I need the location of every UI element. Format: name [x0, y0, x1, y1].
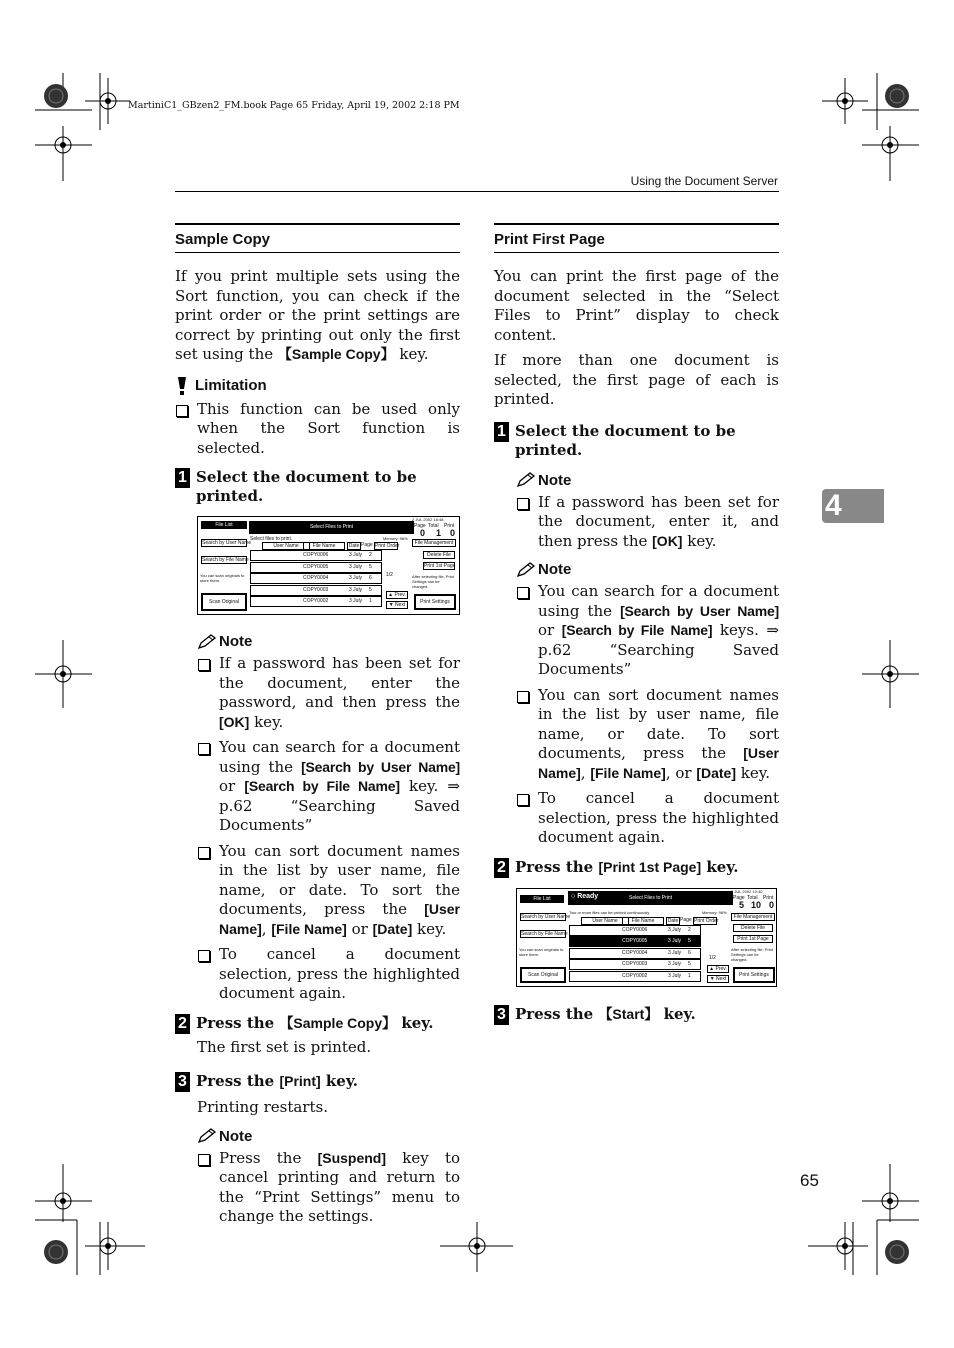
- chapter-tab: 4: [822, 489, 884, 523]
- scan-original-button[interactable]: Scan Original: [201, 593, 247, 611]
- step-3: 3 Press the [Print] key.: [175, 1072, 460, 1092]
- note-item: Press the [Suspend] key to cancel printing and return to the “Print Settings” menu to change the settings.: [197, 1149, 460, 1227]
- step-number-1: 1: [175, 468, 190, 488]
- screen-title: Select Files to Print: [249, 521, 414, 534]
- note-list-2: [516, 582, 779, 848]
- note-heading-1: Note: [494, 472, 779, 489]
- prev-button[interactable]: ▲ Prev.: [386, 591, 408, 599]
- table-row[interactable]: COPY0006 3 July 2: [569, 925, 701, 936]
- screen-title: Select Files to Print: [629, 894, 673, 901]
- search-by-file-name-button[interactable]: Search by File Name: [202, 557, 249, 563]
- step-3-result: Printing restarts.: [197, 1097, 328, 1116]
- note-list-2: [197, 1149, 460, 1227]
- limitation-list: [175, 400, 460, 459]
- pencil-icon: [516, 562, 536, 578]
- step-2: 2 Press the [Print 1st Page] key.: [494, 858, 779, 878]
- ready-status: ○ Ready: [571, 892, 599, 900]
- next-button[interactable]: ▼ Next: [386, 601, 408, 609]
- pencil-icon: [197, 634, 217, 650]
- running-header: Using the Document Server: [630, 174, 778, 188]
- table-row[interactable]: COPY0006 3 July 2: [250, 550, 382, 561]
- note-list-1: [197, 654, 460, 1004]
- section-title-print-first-page: Print First Page: [494, 223, 779, 253]
- file-name-sort-button[interactable]: File Name: [303, 542, 345, 550]
- note-item: You can search for a document using the [Search by User Name] or [Search by File Name] key. ⇒ p.62 “Searching Saved Documents”: [197, 738, 460, 836]
- limitation-icon: [175, 376, 189, 396]
- file-list-tab: File List: [201, 521, 247, 529]
- limitation-heading: Limitation: [175, 376, 460, 396]
- step-1: 1 Select the document to be printed.: [175, 468, 460, 506]
- note-item: You can sort document names in the list by user name, file name, or date. To sort documents, press the [User Name], [File Name], or [Date] key.: [516, 686, 779, 784]
- file-list-tab: File List: [520, 895, 564, 903]
- table-row[interactable]: COPY0002 3 July 1: [250, 596, 382, 607]
- table-row[interactable]: COPY0003 3 July 5: [250, 585, 382, 596]
- note-item: To cancel a document selection, press the highlighted document again.: [516, 789, 779, 848]
- note-item: If a password has been set for the document, enter it, and then press the [OK] key.: [516, 493, 779, 552]
- section-title-sample-copy: Sample Copy: [175, 223, 460, 253]
- right-column: [494, 223, 779, 1025]
- note-item: To cancel a document selection, press the highlighted document again.: [197, 945, 460, 1004]
- step-2: 2 Press the 【Sample Copy】 key.: [175, 1014, 460, 1034]
- header-rule: [175, 191, 779, 192]
- table-row[interactable]: COPY0004 3 July 6: [250, 573, 382, 584]
- note-item: You can sort document names in the list by user name, file name, or date. To sort the documents, press the [User Name], [File Name] or [Date] key.: [197, 842, 460, 940]
- paragraph-1: You can print the first page of the document selected in the “Select Files to Print” display to check content.: [494, 267, 779, 344]
- intro-paragraph: If you print multiple sets using the Sort function, you can check if the print order or the print settings are correct by printing out only the first set using the 【Sample Copy】 key.: [175, 267, 460, 363]
- note-heading-1: Note: [175, 633, 460, 650]
- step-1: 1 Select the document to be printed.: [494, 422, 779, 460]
- table-row[interactable]: COPY0002 3 July 1: [569, 971, 701, 982]
- limitation-item: This function can be used only when the Sort function is selected.: [175, 400, 460, 459]
- step-2-result: The first set is printed.: [197, 1037, 372, 1056]
- paragraph-2: If more than one document is selected, the first page of each is printed.: [494, 351, 779, 408]
- note-item: If a password has been set for the document, enter the password, and then press the [OK] key.: [197, 654, 460, 732]
- table-row[interactable]: COPY0005 3 July 5: [250, 562, 382, 573]
- table-row[interactable]: COPY0003 3 July 5: [569, 959, 701, 970]
- search-by-user-name-button[interactable]: Search by User Name: [202, 540, 252, 546]
- book-info: MartiniC1_GBzen2_FM.book Page 65 Friday, April 19, 2002 2:18 PM: [128, 100, 460, 111]
- screen-select-files-2: File List ○ Ready Select Files to Print 3 JUL 2002 10:40 Page Total Print 5 10 0 Search by User Name Search by File Name You can scan originals to store them. Scan Original Two or more files can be printed continuously. Memory: 98% User Name File Name Date Page Print Order COPY0006 3 July 2 COPY0005 3 July 5 COPY0004 3 July 6 COPY0003 3 July 5 COPY0002 3 July 1 1/2 ▲ Prev. ▼ Next File Management Delete File Print 1st Page After selecting file, Print Settings can be changed. Print Settings: [516, 888, 777, 987]
- pencil-icon: [197, 1128, 217, 1144]
- note-heading-2: Note: [175, 1128, 460, 1145]
- table-row[interactable]: COPY0004 3 July 6: [569, 948, 701, 959]
- screen-select-files-1: File List Select Files to Print 2 JUL 2002 18:48 Page Total Print 0 1 0 Search by User Name Search by File Name You can scan originals to store them. Scan Original Select files to print. Memory: 98% User Name File Name Date Page Print Order COPY0006 3 July 2 COPY0005 3 July 5 COPY0004 3 July 6 COPY0003 3 July 5 COPY0002 3 July 1 1/2 ▲ Prev. ▼ Next File Management Delete File Print 1st Page After selecting file, Print Settings can be changed. Print Settings: [197, 516, 460, 615]
- step-3: 3 Press the 【Start】 key.: [494, 1005, 779, 1025]
- note-list-1: [516, 493, 779, 552]
- table-row[interactable]: COPY0005 3 July 5: [569, 936, 701, 947]
- left-column: [175, 223, 460, 1233]
- page-number: 65: [800, 1171, 819, 1190]
- note-heading-2: Note: [494, 561, 779, 578]
- date-sort-button[interactable]: Date: [348, 543, 360, 549]
- pencil-icon: [516, 472, 536, 488]
- user-name-sort-button[interactable]: User Name: [262, 542, 310, 550]
- note-item: You can search for a document using the [Search by User Name] or [Search by File Name] keys. ⇒ p.62 “Searching Saved Documents”: [516, 582, 779, 680]
